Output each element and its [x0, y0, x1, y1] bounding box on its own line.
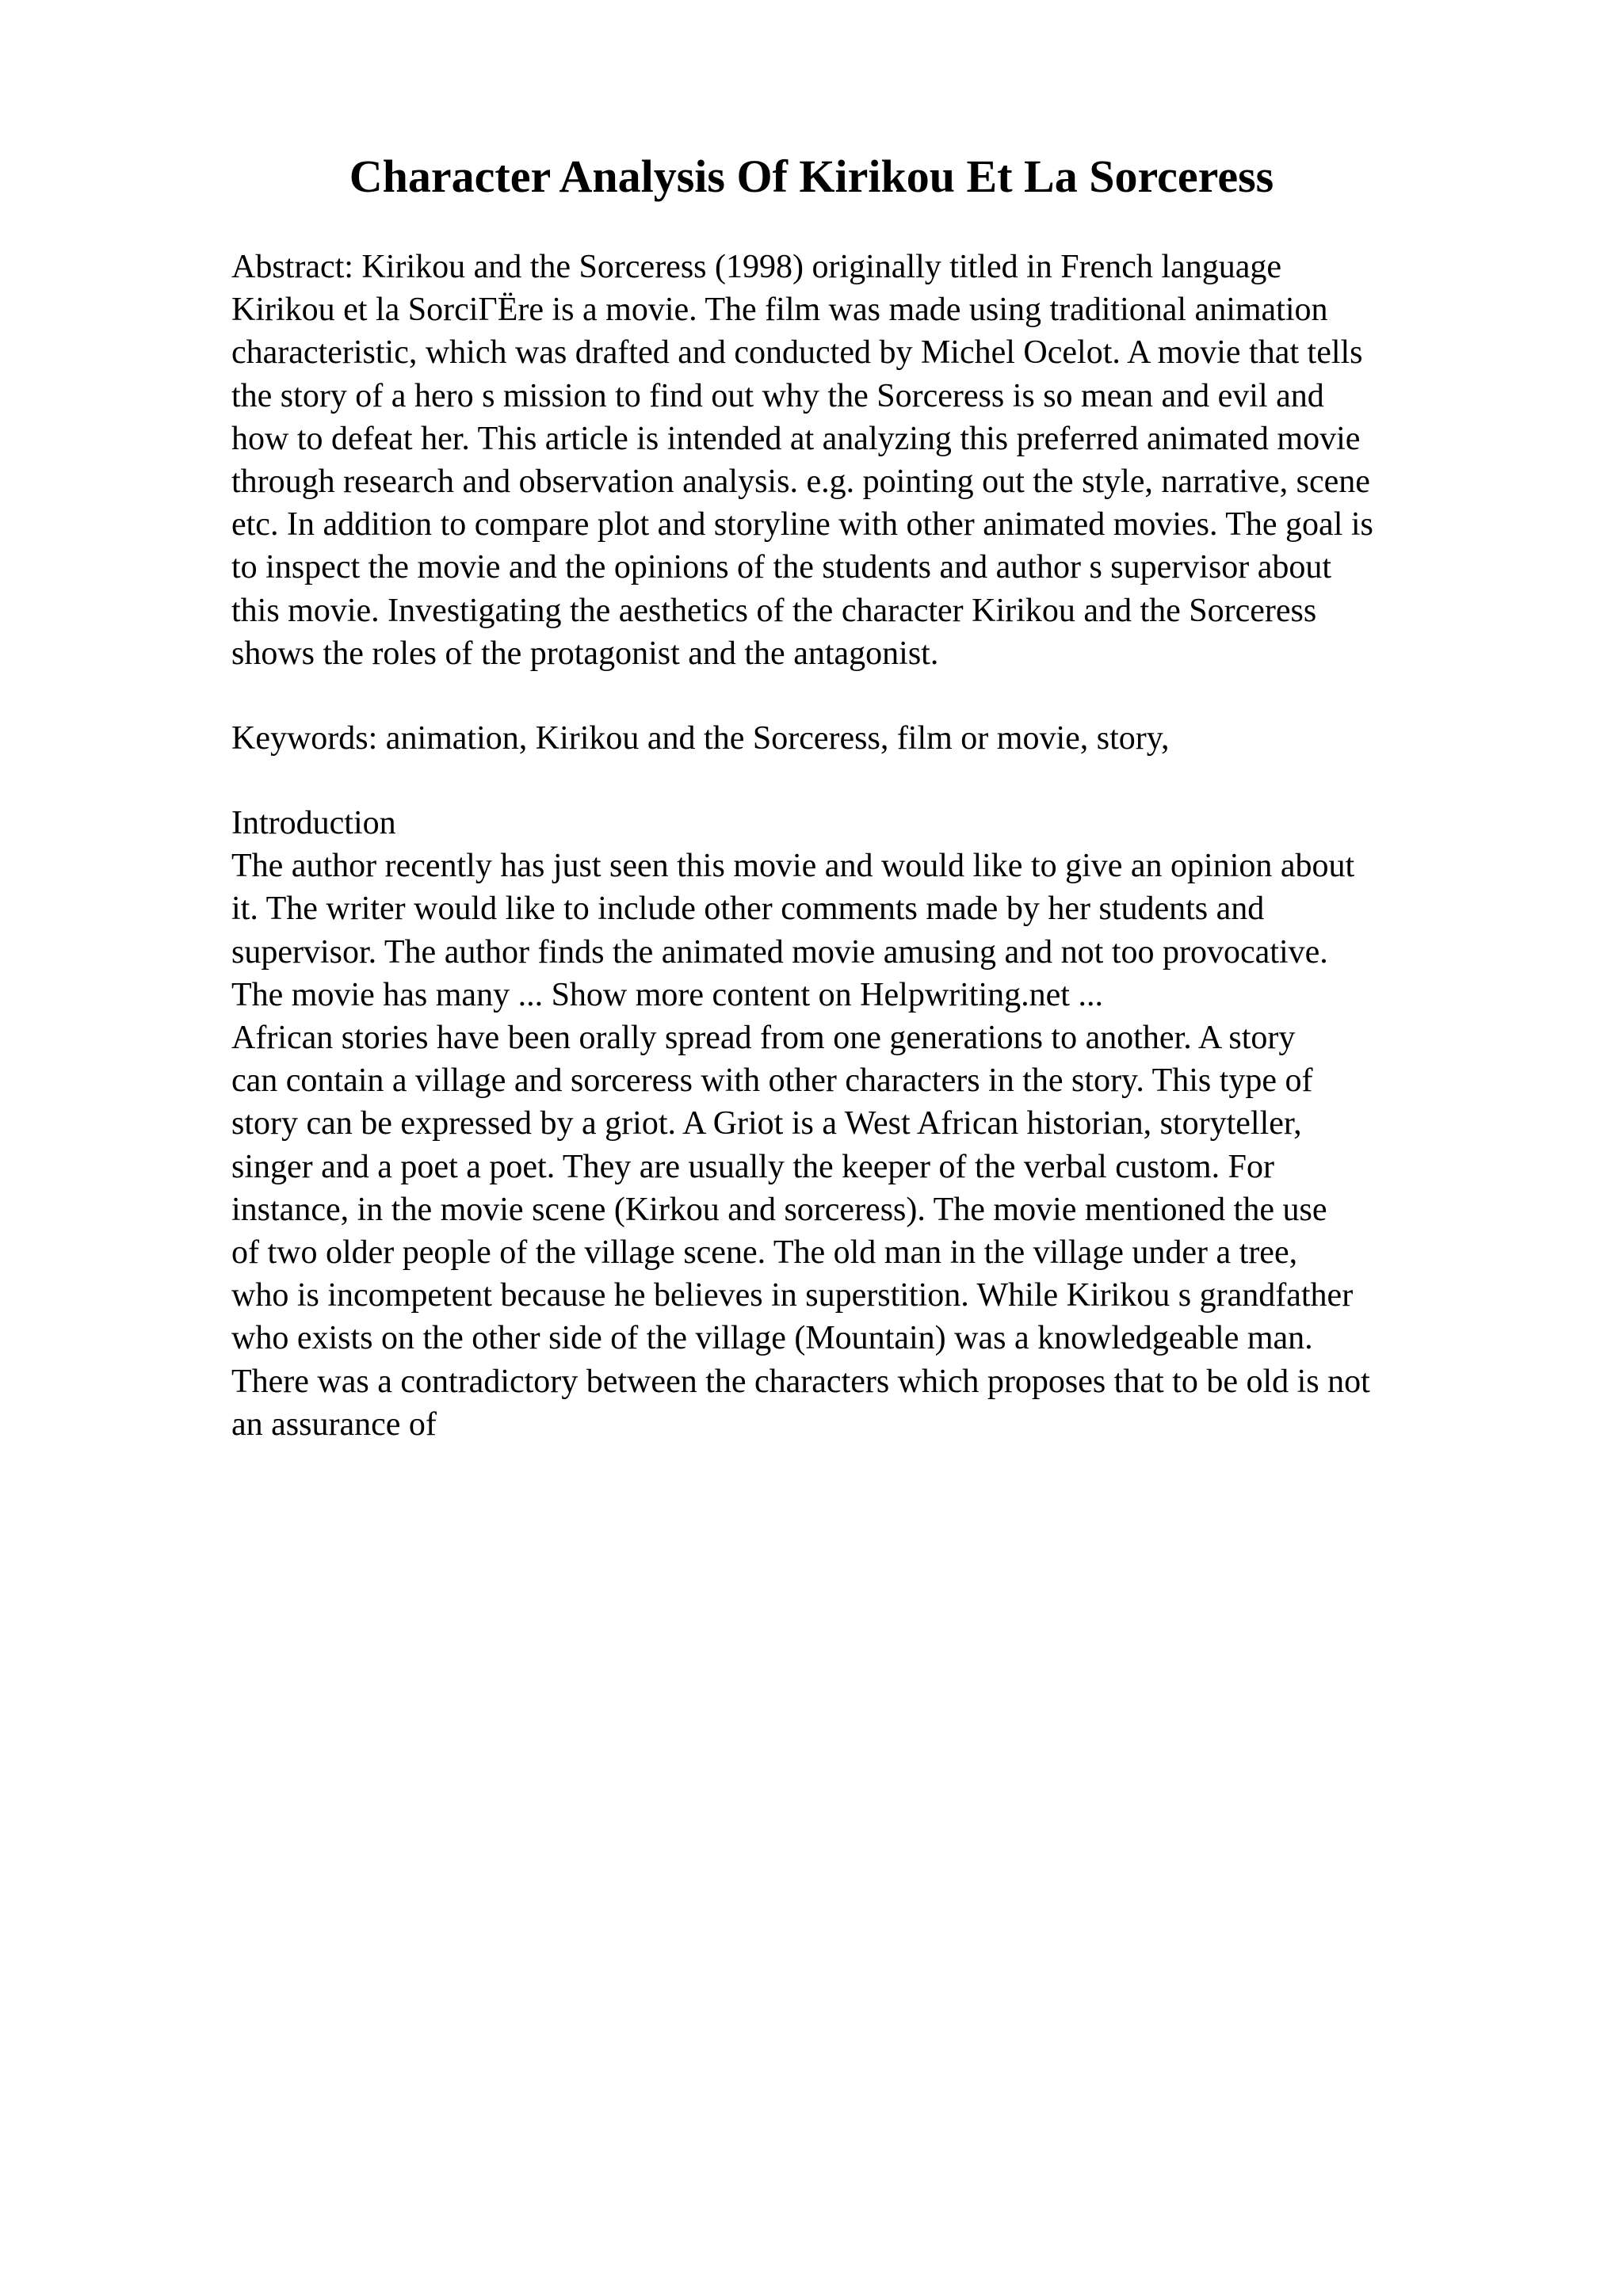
abstract-line: to inspect the movie and the opinions of the students and author s supervisor about	[231, 549, 1332, 586]
body-line: African stories have been orally spread from one generations to another. A story	[231, 1020, 1296, 1057]
body-line: The author recently has just seen this movie and would like to give an opinion about	[231, 848, 1355, 885]
abstract-line: Abstract: Kirikou and the Sorceress (1998) originally titled in French language	[231, 249, 1281, 285]
body-text	[231, 802, 1594, 1446]
body-line: can contain a village and sorceress with other characters in the story. This type of	[231, 1062, 1313, 1100]
abstract-paragraph	[231, 246, 1594, 675]
abstract-line: shows the roles of the protagonist and the antagonist.	[231, 635, 939, 672]
body-line: it. The writer would like to include other comments made by her students and	[231, 891, 1265, 928]
section-heading-introduction: Introduction	[231, 805, 396, 841]
keywords-paragraph	[231, 717, 1594, 760]
body-line: an assurance of	[231, 1405, 437, 1443]
body-line: who exists on the other side of the village (Mountain) was a knowledgeable man.	[231, 1320, 1313, 1357]
abstract-line: through research and observation analysis. e.g. pointing out the style, narrative, scene	[231, 463, 1370, 501]
body-line: The movie has many ... Show more content on Helpwriting.net ...	[231, 976, 1103, 1013]
abstract-line: etc. In addition to compare plot and storyline with other animated movies. The goal is	[231, 506, 1373, 543]
document-title: Character Analysis Of Kirikou Et La Sorceress	[349, 151, 1274, 202]
body-line: of two older people of the village scene. The old man in the village under a tree,	[231, 1234, 1298, 1272]
keywords-line: Keywords: animation, Kirikou and the Sorceress, film or movie, story,	[231, 720, 1170, 757]
abstract-line: how to defeat her. This article is intended at analyzing this preferred animated movie	[231, 420, 1361, 457]
body-line: singer and a poet a poet. They are usually the keeper of the verbal custom. For	[231, 1148, 1274, 1185]
body-line: supervisor. The author finds the animated movie amusing and not too provocative.	[231, 933, 1328, 971]
body-line: who is incompetent because he believes in superstition. While Kirikou s grandfather	[231, 1277, 1354, 1314]
abstract-line: this movie. Investigating the aesthetics of the character Kirikou and the Sorceress	[231, 592, 1317, 629]
abstract-line: Kirikou et la SorciГЁre is a movie. The film was made using traditional animation	[231, 292, 1328, 329]
body-line: instance, in the movie scene (Kirkou and sorceress). The movie mentioned the use	[231, 1191, 1327, 1228]
abstract-line: the story of a hero s mission to find out why the Sorceress is so mean and evil and	[231, 377, 1324, 414]
abstract-line: characteristic, which was drafted and conducted by Michel Ocelot. A movie that tells	[231, 334, 1363, 372]
body-line: story can be expressed by a griot. A Griot is a West African historian, storyteller,	[231, 1105, 1302, 1142]
body-line: There was a contradictory between the characters which proposes that to be old is not	[231, 1363, 1370, 1400]
